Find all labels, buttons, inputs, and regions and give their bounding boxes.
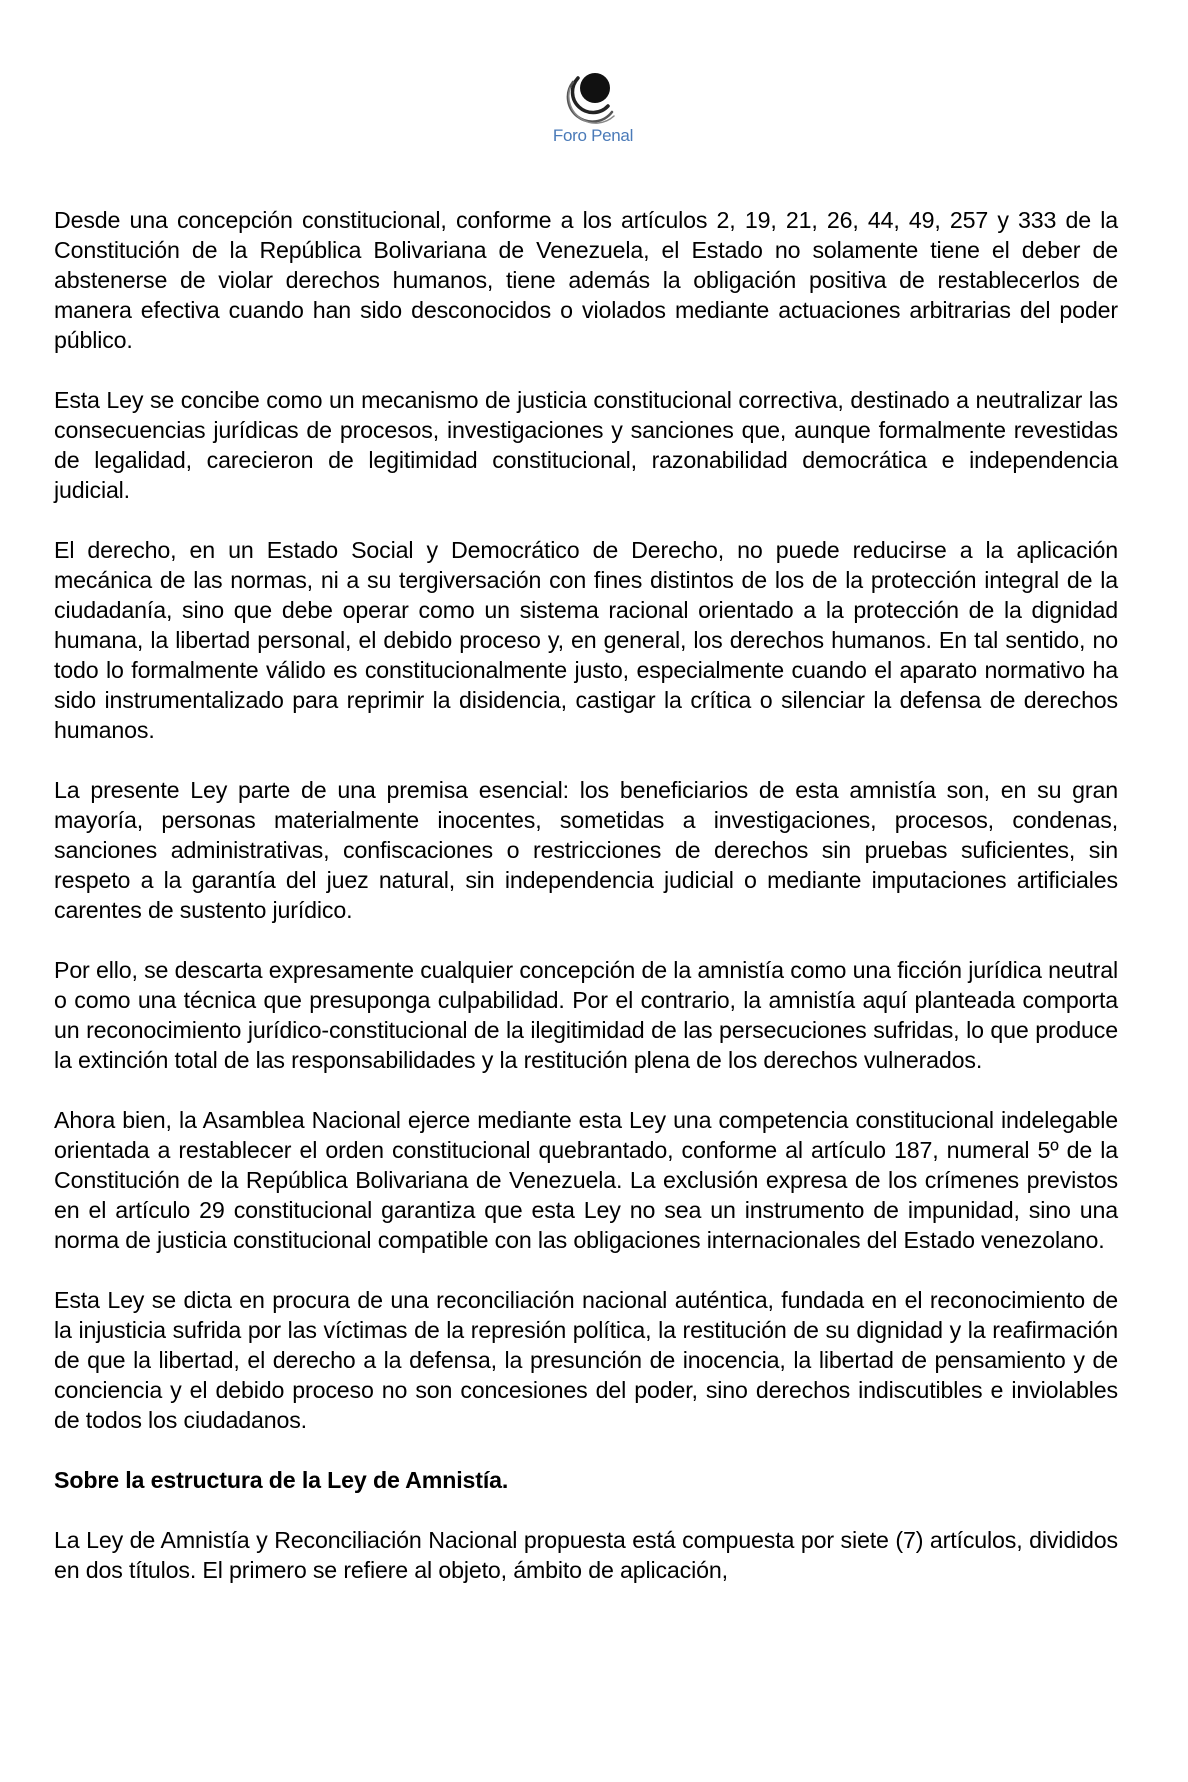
- paragraph-law-structure: La Ley de Amnistía y Reconciliación Nacional propuesta está compuesta por siete (7) artículos, divididos en dos títulos. El primero se refiere al objeto, ámbito de aplicación,: [54, 1527, 1118, 1583]
- document-body: [54, 205, 1118, 1615]
- foro-penal-logo: [538, 62, 648, 158]
- paragraph-reconciliation: Esta Ley se dicta en procura de una reconciliación nacional auténtica, fundada en el reconocimiento de la injusticia sufrida por las víctimas de la represión política, la restitución de su dignidad y la reafirmación de que la libertad, el derecho a la defensa, la presunción de inocencia, la libertad de pensamiento y de conciencia y el debido proceso no son concesiones del poder, sino derechos indiscutibles e inviolables de todos los ciudadanos.: [54, 1287, 1118, 1433]
- paragraph-rule-of-law: El derecho, en un Estado Social y Democrático de Derecho, no puede reducirse a la aplicación mecánica de las normas, ni a su tergiversación con fines distintos de los de la protección integral de la ciudadanía, sino que debe operar como un sistema racional orientado a la protección de la dignidad humana, la libertad personal, el debido proceso y, en general, los derechos humanos. En tal sentido, no todo lo formalmente válido es constitucionalmente justo, especialmente cuando el aparato normativo ha sido instrumentalizado para reprimir la disidencia, castigar la crítica o silenciar la defensa de derechos humanos.: [54, 537, 1118, 743]
- paragraph-amnesty-concept: Por ello, se descarta expresamente cualquier concepción de la amnistía como una ficción jurídica neutral o como una técnica que presuponga culpabilidad. Por el contrario, la amnistía aquí planteada comporta un reconocimiento jurídico-constitucional de la ilegitimidad de las persecuciones sufridas, lo que produce la extinción total de las responsabilidades y la restitución plena de los derechos vulnerados.: [54, 957, 1118, 1073]
- section-heading: Sobre la estructura de la Ley de Amnistía.: [54, 1467, 509, 1493]
- logo-text: Foro Penal: [552, 126, 634, 145]
- paragraph-constitutional-basis: Desde una concepción constitucional, conforme a los artículos 2, 19, 21, 26, 44, 49, 257 y 333 de la Constitución de la República Bolivariana de Venezuela, el Estado no solamente tiene el deber de abstenerse de violar derechos humanos, tiene además la obligación positiva de restablecerlos de manera efectiva cuando han sido desconocidos o violados mediante actuaciones arbitrarias del poder público.: [54, 207, 1118, 353]
- paragraph-national-assembly: Ahora bien, la Asamblea Nacional ejerce mediante esta Ley una competencia constitucional indelegable orientada a restablecer el orden constitucional quebrantado, conforme al artículo 187, numeral 5º de la Constitución de la República Bolivariana de Venezuela. La exclusión expresa de los crímenes previstos en el artículo 29 constitucional garantiza que esta Ley no sea un instrumento de impunidad, sino una norma de justicia constitucional compatible con las obligaciones internacionales del Estado venezolano.: [54, 1107, 1118, 1253]
- paragraph-premise-innocence: La presente Ley parte de una premisa esencial: los beneficiarios de esta amnistía son, en su gran mayoría, personas materialmente inocentes, sometidas a investigaciones, procesos, condenas, sanciones administrativas, confiscaciones o restricciones de derechos sin pruebas suficientes, sin respeto a la garantía del juez natural, sin independencia judicial o mediante imputaciones artificiales carentes de sustento jurídico.: [54, 777, 1118, 923]
- paragraph-corrective-justice: Esta Ley se concibe como un mecanismo de justicia constitucional correctiva, destinado a neutralizar las consecuencias jurídicas de procesos, investigaciones y sanciones que, aunque formalmente revestidas de legalidad, carecieron de legitimidad constitucional, razonabilidad democrática e independencia judicial.: [54, 387, 1118, 503]
- foro-penal-swirl-icon: [562, 62, 624, 124]
